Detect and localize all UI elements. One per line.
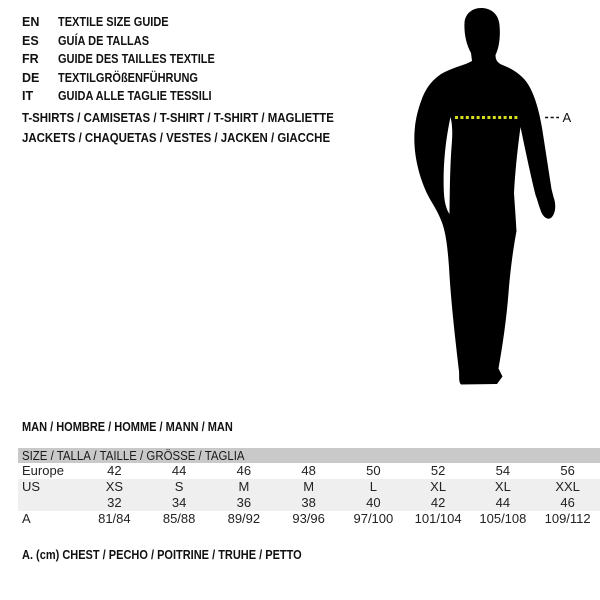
row-label: A bbox=[22, 511, 31, 526]
language-code: FR bbox=[22, 52, 39, 67]
table-cell: 34 bbox=[171, 495, 187, 510]
language-row-fr bbox=[22, 50, 236, 69]
table-cell: XS bbox=[105, 479, 124, 494]
table-cell: 89/92 bbox=[227, 511, 261, 526]
table-row-europe bbox=[18, 463, 600, 479]
category-lines bbox=[22, 108, 376, 147]
table-cell: 48 bbox=[301, 463, 316, 478]
measure-label-a: A bbox=[562, 110, 572, 125]
table-cell: 38 bbox=[301, 495, 316, 510]
table-cell: 42 bbox=[107, 463, 122, 478]
table-cell: XL bbox=[430, 479, 447, 494]
table-header-row bbox=[18, 448, 600, 463]
language-code: ES bbox=[22, 33, 39, 48]
language-row-en bbox=[22, 13, 236, 32]
language-code: DE bbox=[22, 70, 40, 85]
category-line-tshirts: T-SHIRTS / CAMISETAS / T-SHIRT / T-SHIRT / MAGLIETTE bbox=[22, 110, 334, 125]
table-cell: 32 bbox=[107, 495, 122, 510]
table-cell: 56 bbox=[560, 463, 575, 478]
table-cell: 97/100 bbox=[353, 511, 394, 526]
man-silhouette-figure bbox=[400, 0, 600, 400]
measurement-footnote-text: A. (cm) CHEST / PECHO / POITRINE / TRUHE / PETTO bbox=[22, 548, 302, 562]
table-cell: 42 bbox=[430, 495, 446, 510]
size-table bbox=[18, 448, 600, 527]
table-cell: 81/84 bbox=[98, 511, 131, 526]
table-cell: 54 bbox=[495, 463, 511, 478]
language-code: IT bbox=[22, 89, 34, 104]
table-header-text: SIZE / TALLA / TAILLE / GRÖSSE / TAGLIA bbox=[22, 448, 245, 463]
language-row-es bbox=[22, 32, 236, 51]
table-cell: 40 bbox=[366, 495, 381, 510]
table-cell: XL bbox=[494, 479, 511, 494]
category-line-jackets: JACKETS / CHAQUETAS / VESTES / JACKEN / GIACCHE bbox=[22, 129, 331, 145]
figure-area bbox=[400, 0, 600, 400]
language-list bbox=[22, 13, 236, 106]
table-cell: M bbox=[303, 479, 315, 494]
table-row-chest-a bbox=[18, 511, 600, 527]
measurement-footnote bbox=[22, 548, 340, 562]
table-cell: 46 bbox=[236, 463, 252, 478]
table-cell: 50 bbox=[366, 463, 381, 478]
row-label: US bbox=[22, 479, 41, 494]
language-row-it bbox=[22, 87, 236, 106]
table-cell: 85/88 bbox=[162, 511, 196, 526]
table-cell: 52 bbox=[430, 463, 446, 478]
language-title: GUÍA DE TALLAS bbox=[58, 33, 150, 48]
table-cell: 109/112 bbox=[544, 511, 591, 526]
table-cell: XXL bbox=[555, 479, 580, 494]
language-code: EN bbox=[22, 15, 40, 30]
table-cell: 44 bbox=[171, 463, 187, 478]
language-title: TEXTILE SIZE GUIDE bbox=[58, 15, 169, 30]
section-heading-text: MAN / HOMBRE / HOMME / MANN / MAN bbox=[22, 420, 233, 434]
table-cell: M bbox=[238, 479, 250, 494]
table-cell: 105/108 bbox=[479, 511, 527, 526]
table-cell: L bbox=[369, 479, 377, 494]
table-cell: 101/104 bbox=[414, 511, 462, 526]
table-row-us bbox=[18, 479, 600, 495]
table-cell: 36 bbox=[236, 495, 252, 510]
table-cell: 46 bbox=[560, 495, 575, 510]
table-row-numeric bbox=[18, 495, 600, 511]
language-title: GUIDE DES TAILLES TEXTILE bbox=[58, 52, 215, 67]
language-row-de bbox=[22, 69, 236, 88]
language-title: GUIDA ALLE TAGLIE TESSILI bbox=[58, 89, 212, 104]
table-cell: 93/96 bbox=[292, 511, 325, 526]
row-label: Europe bbox=[22, 463, 64, 478]
man-silhouette bbox=[414, 8, 555, 385]
section-heading bbox=[22, 420, 262, 434]
table-cell: 44 bbox=[495, 495, 511, 510]
table-cell: S bbox=[174, 479, 184, 494]
language-title: TEXTILGRÖßENFÜHRUNG bbox=[58, 70, 198, 85]
